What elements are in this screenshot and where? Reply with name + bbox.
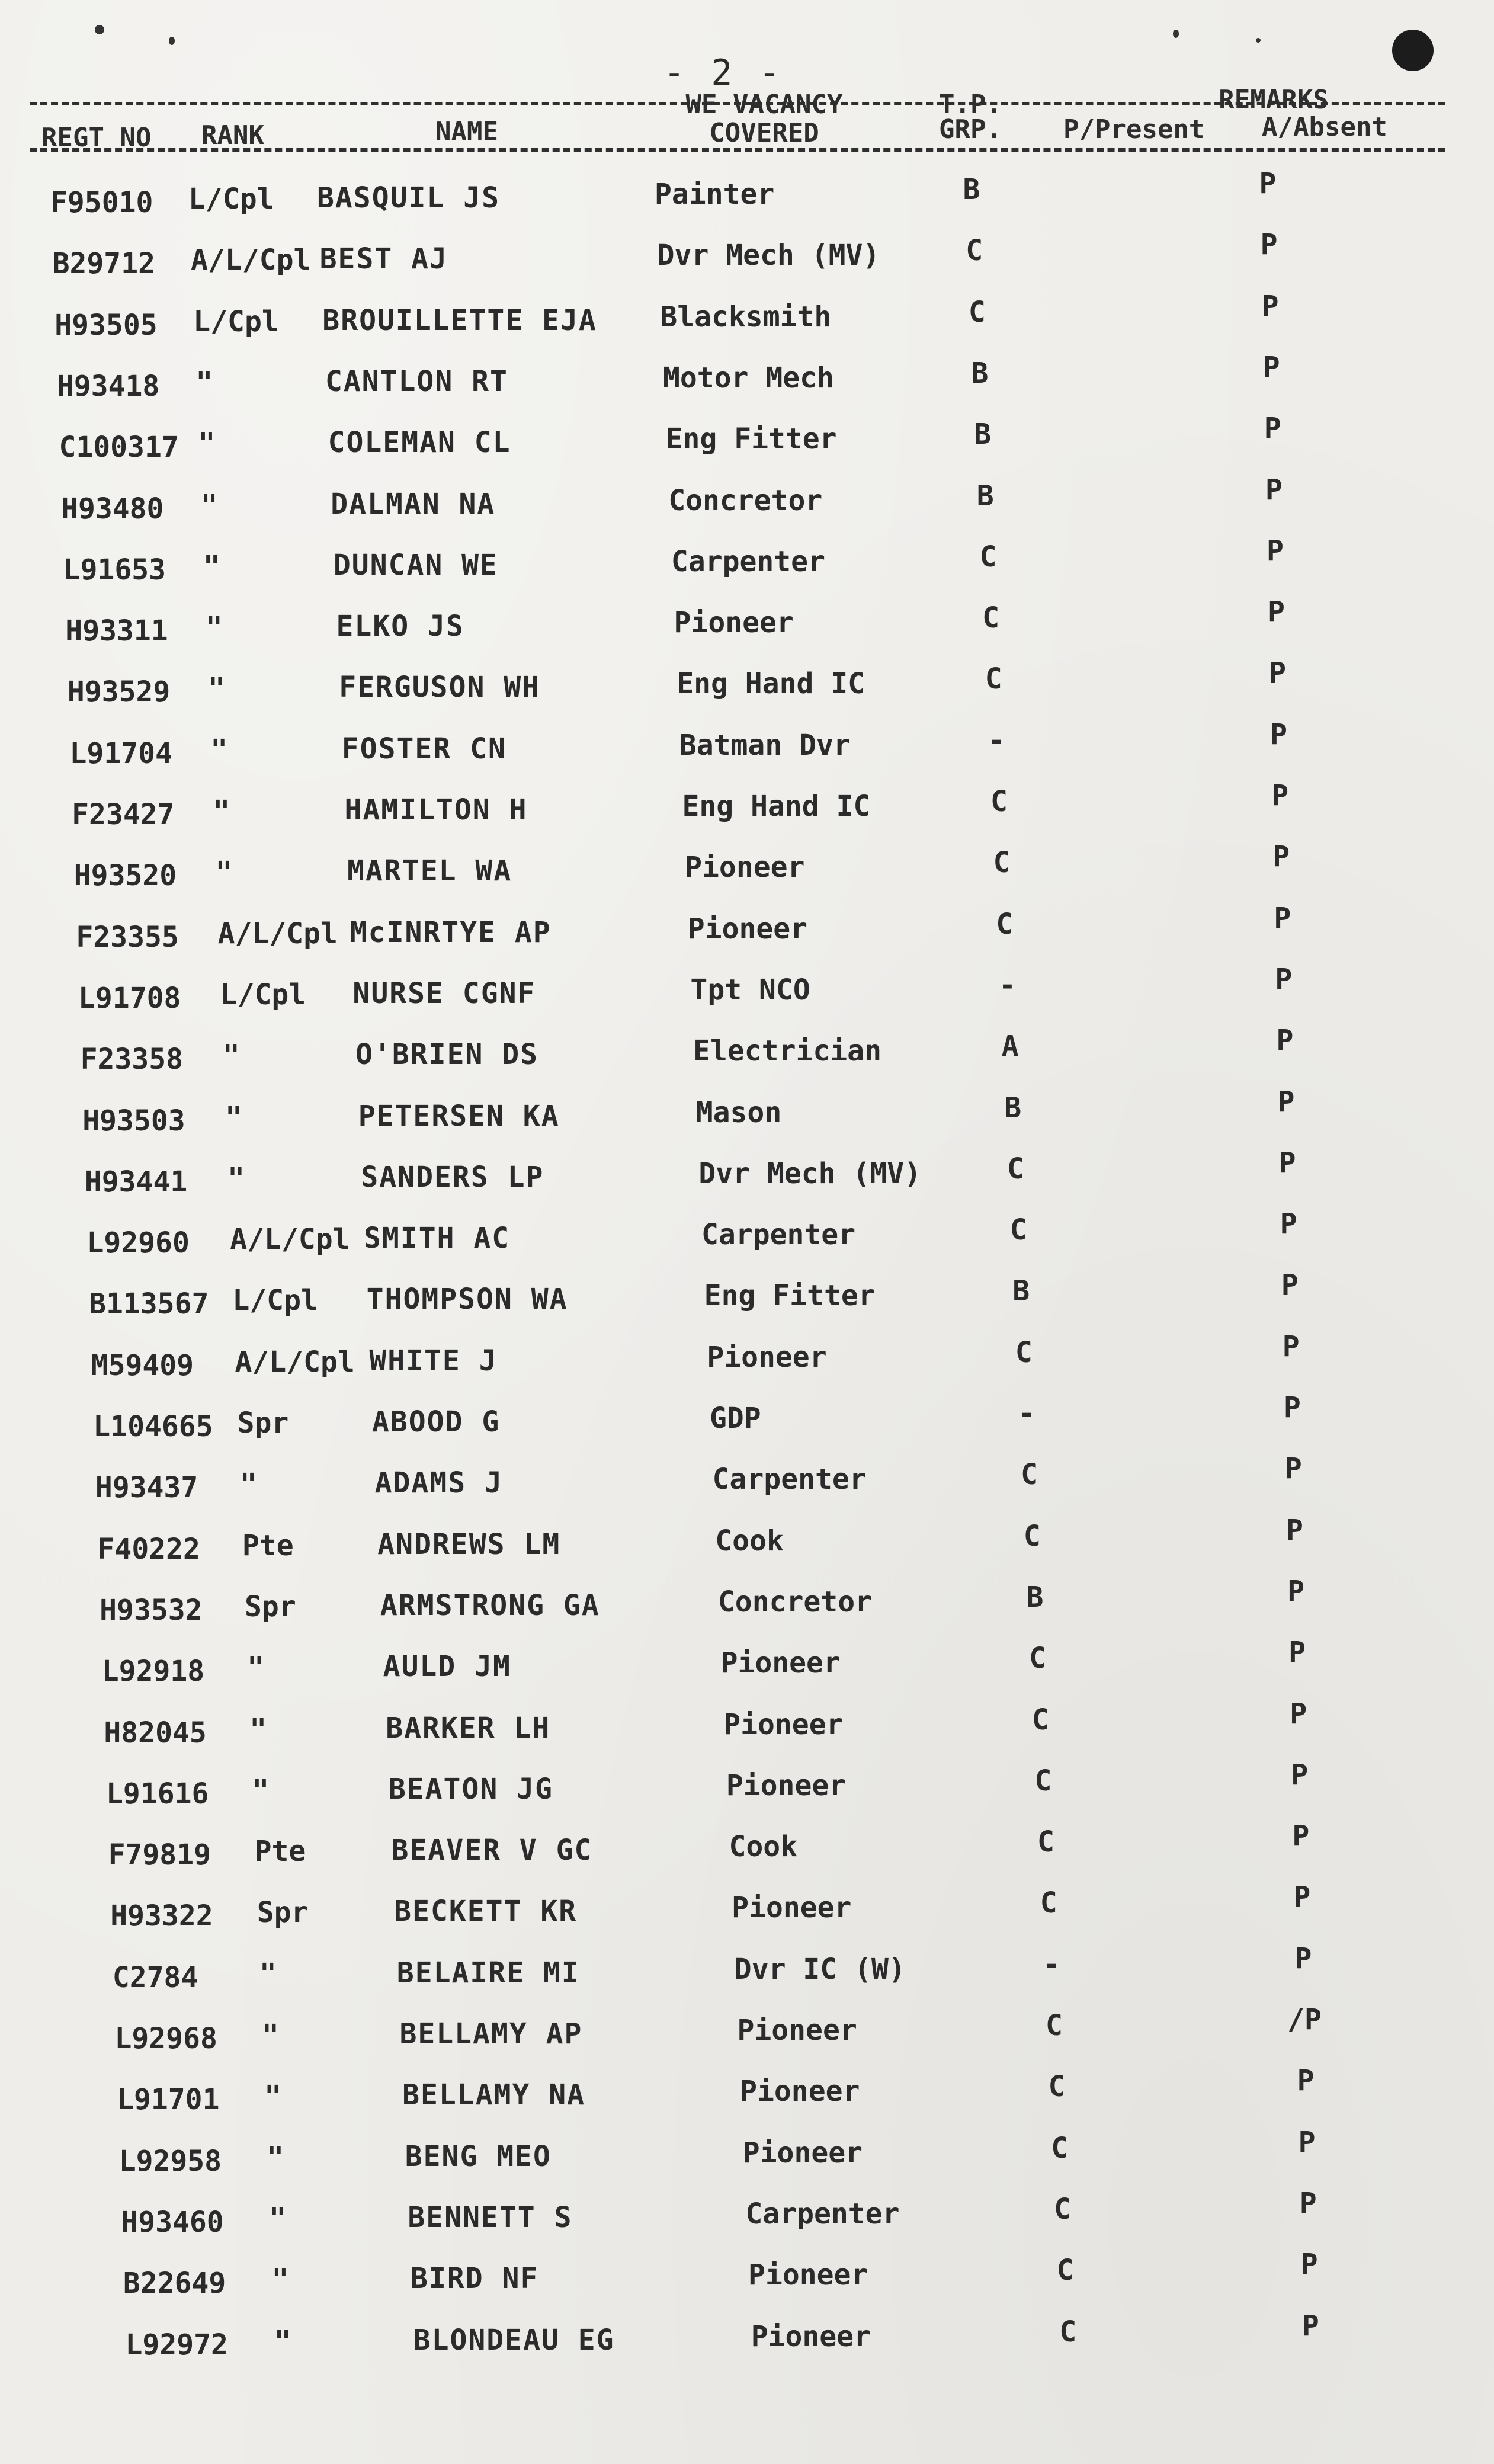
tp-grp-cell: C — [1023, 1519, 1041, 1553]
table-row — [0, 1697, 1494, 1767]
remark-cell: P — [1278, 1146, 1296, 1180]
rank-cell: " — [205, 611, 223, 645]
table-row — [0, 1819, 1494, 1889]
table-row — [0, 1268, 1494, 1338]
vacancy-cell: Pioneer — [720, 1646, 841, 1680]
tp-grp-cell: C — [1021, 1458, 1038, 1492]
table-row — [0, 2064, 1494, 2134]
tp-grp-cell: B — [1012, 1274, 1030, 1308]
name-cell: BARKER LH — [386, 1711, 551, 1745]
remark-cell: P — [1293, 1880, 1311, 1914]
rank-cell: Pte — [242, 1529, 294, 1562]
tp-grp-cell: - — [998, 968, 1016, 1002]
table-row — [0, 2003, 1494, 2073]
regt-no-cell: H93532 — [100, 1593, 203, 1627]
name-cell: McINRTYE AP — [350, 915, 552, 949]
table-row — [0, 2248, 1494, 2318]
remark-cell: P — [1275, 962, 1293, 996]
regt-no-cell: L92960 — [86, 1226, 190, 1260]
regt-no-cell: H93441 — [84, 1165, 188, 1199]
rank-cell: " — [208, 672, 225, 706]
tp-grp-cell: C — [1034, 1764, 1052, 1797]
tp-grp-cell: C — [996, 907, 1014, 941]
regt-no-cell: L91653 — [63, 553, 166, 587]
tp-grp-cell: C — [1031, 1703, 1049, 1736]
remark-cell: P — [1265, 473, 1283, 507]
remark-cell: P — [1300, 2248, 1318, 2282]
name-cell: BEATON JG — [388, 1772, 553, 1806]
tp-grp-cell: C — [1029, 1642, 1047, 1675]
vacancy-cell: Dvr Mech (MV) — [657, 239, 880, 273]
name-cell: DALMAN NA — [331, 487, 496, 521]
name-cell: BIRD NF — [411, 2262, 539, 2296]
regt-no-cell: L92972 — [125, 2328, 228, 2362]
rank-cell: Spr — [237, 1406, 289, 1440]
name-cell: PETERSEN KA — [358, 1099, 560, 1133]
vacancy-cell: Tpt NCO — [690, 973, 810, 1007]
rank-cell: " — [200, 488, 218, 522]
name-cell: FERGUSON WH — [339, 671, 541, 704]
vacancy-cell: Cook — [715, 1524, 784, 1558]
name-cell: O'BRIEN DS — [355, 1038, 539, 1072]
regt-no-cell: C2784 — [112, 1960, 198, 1994]
name-cell: WHITE J — [369, 1344, 498, 1377]
vacancy-cell: Mason — [695, 1095, 782, 1129]
remark-cell: P — [1299, 2186, 1317, 2220]
tp-grp-cell: C — [1056, 2254, 1074, 2287]
regt-no-cell: L92968 — [114, 2022, 217, 2055]
rank-cell: A/L/Cpl — [191, 243, 311, 277]
name-cell: BENG MEO — [405, 2139, 552, 2173]
remark-cell: P — [1297, 2064, 1315, 2098]
regt-no-cell: B22649 — [123, 2267, 226, 2300]
vacancy-cell: Carpenter — [745, 2197, 900, 2231]
vacancy-cell: Pioneer — [685, 851, 805, 885]
vacancy-cell: Cook — [729, 1830, 798, 1864]
header-tp-line2: GRP. — [939, 114, 1002, 145]
vacancy-cell: Dvr Mech (MV) — [698, 1156, 922, 1190]
tp-grp-cell: B — [974, 418, 992, 451]
remark-cell: P — [1276, 1024, 1294, 1058]
header-rank: RANK — [201, 120, 264, 150]
remark-cell: P — [1269, 656, 1286, 690]
table-row — [0, 1146, 1494, 1216]
rank-cell: L/Cpl — [232, 1284, 318, 1318]
name-cell: BELLAMY AP — [399, 2017, 583, 2050]
vacancy-cell: Painter — [655, 178, 775, 211]
table-row — [0, 1329, 1494, 1400]
regt-no-cell: L92918 — [101, 1655, 205, 1688]
punch-hole-mark — [1392, 30, 1434, 71]
regt-no-cell: F40222 — [97, 1532, 200, 1566]
header-present: P/Present — [1063, 114, 1205, 145]
rank-cell: " — [249, 1712, 267, 1746]
name-cell: ELKO JS — [336, 610, 464, 643]
header-vacancy-line2: COVERED — [709, 118, 819, 148]
regt-no-cell: H93520 — [73, 859, 177, 893]
remark-cell: P — [1260, 228, 1278, 262]
name-cell: COLEMAN CL — [328, 426, 511, 460]
rank-cell: " — [198, 427, 216, 461]
vacancy-cell: Dvr IC (W) — [734, 1952, 906, 1986]
tp-grp-cell: B — [976, 479, 994, 512]
regt-no-cell: L91701 — [117, 2083, 220, 2117]
remark-cell: P — [1290, 1697, 1307, 1731]
tp-grp-cell: - — [988, 723, 1005, 757]
remark-cell: P — [1285, 1513, 1303, 1547]
name-cell: CANTLON RT — [325, 364, 508, 398]
vacancy-cell: Pioneer — [732, 1891, 852, 1925]
name-cell: BEST AJ — [319, 242, 448, 276]
tp-grp-cell: C — [985, 662, 1002, 696]
rank-cell: " — [210, 733, 228, 767]
rank-cell: A/L/Cpl — [230, 1223, 350, 1257]
regt-no-cell: L91616 — [106, 1777, 209, 1811]
vacancy-cell: Eng Hand IC — [682, 790, 871, 823]
regt-no-cell: F23358 — [80, 1043, 183, 1076]
tp-grp-cell: C — [1015, 1335, 1033, 1369]
rank-cell: Spr — [245, 1590, 296, 1623]
name-cell: ARMSTRONG GA — [380, 1588, 600, 1622]
rank-cell: Spr — [257, 1896, 309, 1930]
rank-cell: " — [203, 549, 220, 583]
vacancy-cell: Carpenter — [701, 1218, 856, 1252]
name-cell: DUNCAN WE — [333, 548, 498, 582]
header-vacancy-line1: WE VACANCY — [685, 89, 843, 120]
table-row — [0, 1207, 1494, 1277]
regt-no-cell: H93311 — [65, 614, 168, 648]
regt-no-cell: H93480 — [61, 492, 164, 526]
remark-cell: P — [1277, 1085, 1295, 1119]
vacancy-cell: Pioneer — [748, 2258, 868, 2292]
table-row — [0, 1758, 1494, 1828]
rank-cell: " — [259, 1957, 277, 1991]
tp-grp-cell: C — [982, 601, 999, 635]
table-row — [0, 2186, 1494, 2257]
vacancy-cell: Eng Fitter — [665, 422, 837, 456]
table-row — [0, 1574, 1494, 1645]
regt-no-cell: H93460 — [121, 2205, 224, 2239]
name-cell: SMITH AC — [364, 1222, 511, 1255]
rank-cell: " — [195, 366, 213, 399]
tp-grp-cell: C — [968, 295, 986, 329]
rank-cell: " — [239, 1467, 257, 1501]
tp-grp-cell: C — [1006, 1152, 1024, 1185]
tp-grp-cell: C — [1053, 2192, 1071, 2226]
remark-cell: P — [1274, 901, 1291, 935]
regt-no-cell: F95010 — [50, 186, 153, 219]
remark-cell: P — [1271, 779, 1289, 812]
regt-no-cell: L104665 — [93, 1410, 213, 1443]
vacancy-cell: Blacksmith — [660, 300, 832, 334]
remark-cell: P — [1266, 534, 1284, 568]
rank-cell: L/Cpl — [193, 305, 279, 338]
remark-cell: P — [1270, 717, 1288, 751]
regt-no-cell: B29712 — [52, 247, 155, 281]
vacancy-cell: Pioneer — [674, 606, 794, 640]
regt-no-cell: H93322 — [110, 1899, 213, 1933]
vacancy-cell: Eng Hand IC — [677, 667, 865, 701]
rank-cell: " — [215, 855, 233, 889]
tp-grp-cell: C — [993, 846, 1011, 880]
vacancy-cell: Pioneer — [726, 1768, 847, 1802]
vacancy-cell: Electrician — [693, 1034, 881, 1068]
name-cell: ANDREWS LM — [377, 1527, 561, 1561]
regt-no-cell: L92958 — [118, 2144, 222, 2178]
table-row — [0, 1391, 1494, 1461]
rank-cell: " — [274, 2324, 291, 2358]
tp-grp-cell: B — [1004, 1091, 1022, 1124]
regt-no-cell: H93437 — [95, 1471, 198, 1505]
tp-grp-cell: - — [1018, 1397, 1035, 1430]
tp-grp-cell: C — [1059, 2315, 1077, 2348]
name-cell: NURSE CGNF — [352, 976, 536, 1010]
tp-grp-cell: B — [963, 173, 980, 206]
tp-grp-cell: C — [966, 234, 983, 268]
remark-cell: P — [1284, 1452, 1302, 1486]
rank-cell: " — [247, 1651, 265, 1685]
name-cell: MARTEL WA — [347, 854, 512, 888]
vacancy-cell: Motor Mech — [662, 361, 834, 395]
name-cell: BEAVER V GC — [391, 1834, 593, 1867]
vacancy-cell: Concretor — [668, 483, 823, 517]
regt-no-cell: L91704 — [69, 736, 172, 770]
name-cell: BASQUIL JS — [317, 181, 500, 214]
rank-cell: " — [271, 2263, 289, 2297]
name-cell: BENNETT S — [408, 2200, 573, 2234]
name-cell: AULD JM — [383, 1650, 511, 1684]
regt-no-cell: H93505 — [54, 308, 158, 342]
tp-grp-cell: C — [1051, 2131, 1069, 2165]
rank-cell: " — [264, 2079, 281, 2113]
name-cell: BELLAMY NA — [402, 2078, 586, 2112]
rank-cell: A/L/Cpl — [235, 1345, 355, 1379]
vacancy-cell: Pioneer — [740, 2075, 860, 2109]
name-cell: ADAMS J — [374, 1466, 503, 1500]
tp-grp-cell: C — [1037, 1825, 1054, 1859]
remark-cell: P — [1291, 1758, 1309, 1792]
tp-grp-cell: C — [979, 540, 997, 573]
tp-grp-cell: B — [1026, 1580, 1044, 1614]
remark-cell: P — [1272, 840, 1290, 874]
rank-cell: Pte — [254, 1835, 306, 1869]
vacancy-cell: Pioneer — [707, 1340, 827, 1374]
vacancy-cell: Carpenter — [712, 1463, 867, 1497]
name-cell: ABOOD G — [371, 1405, 501, 1438]
regt-no-cell: F79819 — [108, 1838, 211, 1872]
regt-no-cell: L91708 — [78, 981, 181, 1015]
rank-cell: " — [252, 1773, 270, 1807]
speck-mark — [169, 37, 175, 45]
vacancy-cell: Pioneer — [737, 2014, 857, 2047]
vacancy-cell: GDP — [709, 1402, 761, 1435]
vacancy-cell: Pioneer — [751, 2319, 871, 2353]
name-cell: SANDERS LP — [361, 1160, 544, 1194]
rank-cell: L/Cpl — [188, 182, 274, 216]
vacancy-cell: Eng Fitter — [704, 1279, 876, 1313]
name-cell: BROUILLETTE EJA — [322, 303, 597, 337]
header-tp-line1: T.P. — [939, 89, 1002, 120]
vacancy-cell: Batman Dvr — [679, 728, 851, 762]
remark-cell: P — [1292, 1819, 1310, 1853]
tp-grp-cell: A — [1001, 1030, 1019, 1063]
rank-cell: " — [269, 2202, 287, 2235]
regt-no-cell: H93503 — [82, 1104, 185, 1138]
remark-cell: P — [1287, 1574, 1304, 1608]
regt-no-cell: F23355 — [76, 920, 179, 954]
table-row — [0, 1513, 1494, 1584]
rank-cell: A/L/Cpl — [217, 917, 338, 950]
remark-cell: P — [1282, 1329, 1300, 1363]
name-cell: BELAIRE MI — [396, 1956, 580, 1989]
table-row — [0, 1636, 1494, 1706]
rank-cell: " — [267, 2141, 284, 2174]
page-number: - 2 - — [663, 52, 783, 94]
header-absent: A/Absent — [1262, 112, 1387, 142]
regt-no-cell: H82045 — [104, 1716, 207, 1750]
table-row — [0, 1880, 1494, 1950]
rank-cell: " — [222, 1039, 240, 1073]
remark-cell: /P — [1287, 2003, 1322, 2036]
header-name: NAME — [435, 117, 498, 147]
rank-cell: " — [225, 1100, 242, 1134]
name-cell: BECKETT KR — [394, 1895, 578, 1928]
rank-cell: " — [213, 794, 230, 828]
remark-cell: P — [1301, 2309, 1319, 2343]
rank-cell: " — [227, 1161, 245, 1195]
name-cell: FOSTER CN — [341, 732, 506, 765]
table-row — [0, 1941, 1494, 2012]
speck-mark — [1256, 38, 1261, 43]
remark-cell: P — [1259, 167, 1277, 200]
tp-grp-cell: C — [1048, 2070, 1066, 2104]
regt-no-cell: H93529 — [67, 675, 171, 709]
vacancy-cell: Concretor — [717, 1585, 872, 1619]
remark-cell: P — [1281, 1268, 1299, 1302]
tp-grp-cell: C — [990, 785, 1008, 818]
table-row — [0, 1452, 1494, 1522]
remark-cell: P — [1294, 1941, 1312, 1975]
tp-grp-cell: C — [1009, 1213, 1027, 1247]
name-cell: BLONDEAU EG — [413, 2323, 615, 2357]
remark-cell: P — [1264, 412, 1281, 446]
tp-grp-cell: B — [971, 356, 989, 390]
table-row — [0, 2125, 1494, 2196]
rank-cell: " — [261, 2018, 279, 2052]
tp-grp-cell: - — [1043, 1947, 1060, 1981]
vacancy-cell: Pioneer — [723, 1707, 844, 1741]
remark-cell: P — [1268, 595, 1285, 629]
remark-cell: P — [1283, 1391, 1301, 1424]
rank-cell: L/Cpl — [220, 978, 306, 1011]
speck-mark — [95, 25, 104, 34]
remark-cell: P — [1298, 2125, 1316, 2159]
remark-cell: P — [1280, 1207, 1297, 1241]
header-regt-no: REGT NO — [41, 123, 152, 153]
vacancy-cell: Carpenter — [671, 544, 825, 578]
header-remarks: REMARKS — [1219, 85, 1329, 115]
vacancy-cell: Pioneer — [687, 912, 808, 946]
tp-grp-cell: C — [1046, 2009, 1063, 2042]
vacancy-cell: Pioneer — [742, 2136, 863, 2170]
remark-cell: P — [1288, 1636, 1306, 1670]
name-cell: HAMILTON H — [344, 793, 528, 826]
table-row — [0, 2309, 1494, 2379]
name-cell: THOMPSON WA — [366, 1283, 568, 1316]
speck-mark — [1173, 30, 1179, 38]
tp-grp-cell: C — [1040, 1886, 1057, 1920]
regt-no-cell: H93418 — [56, 369, 160, 403]
regt-no-cell: B113567 — [89, 1287, 209, 1321]
regt-no-cell: F23427 — [72, 798, 175, 831]
regt-no-cell: M59409 — [91, 1348, 194, 1382]
regt-no-cell: C100317 — [59, 431, 179, 464]
remark-cell: P — [1262, 350, 1280, 384]
remark-cell: P — [1261, 289, 1279, 323]
